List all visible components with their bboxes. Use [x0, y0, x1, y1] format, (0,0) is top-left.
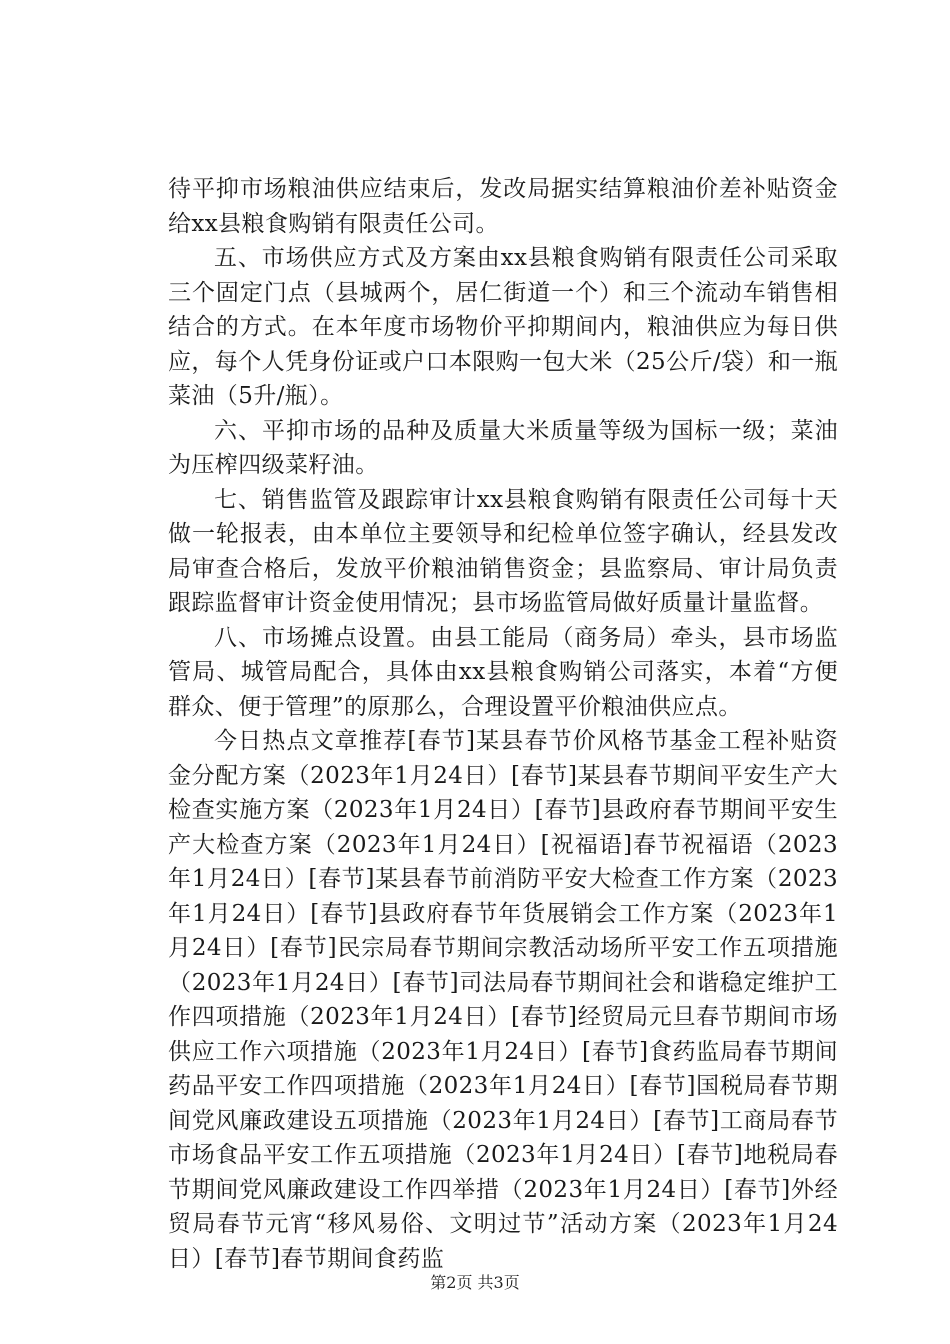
paragraph-section-8: 八、市场摊点设置。由县工能局（商务局）牵头，县市场监管局、城管局配合，具体由xx县粮食购销公司落实，本着“方便群众、便于管理”的原那么，合理设置平价粮油供应点。: [168, 624, 838, 720]
paragraph-section-5: 五、市场供应方式及方案由xx县粮食购销有限责任公司采取三个固定门点（县城两个，居仁街道一个）和三个流动车销售相结合的方式。在本年度市场物价平抑期间内，粮油供应为每日供应，每个人凭身份证或户口本限购一包大米（25公斤/袋）和一瓶菜油（5升/瓶）。: [168, 245, 839, 409]
paragraph-hot-articles: 今日热点文章推荐[春节]某县春节价风格节基金工程补贴资金分配方案（2023年1月24日）[春节]某县春节期间平安生产大检查实施方案（2023年1月24日）[春节]县政府春节期间平安生产大检查方案（2023年1月24日）[祝福语]春节祝福语（2023年1月24日）[春节]某县春节前消防平安大检查工作方案（2023年1月24日）[春节]县政府春节年货展销会工作方案（2023年1月24日）[春节]民宗局春节期间宗教活动场所平安工作五项措施（2023年1月24日）[春节]司法局春节期间社会和谐稳定维护工作四项措施（2023年1月24日）[春节]经贸局元旦春节期间市场供应工作六项措施（2023年1月24日）[春节]食药监局春节期间药品平安工作四项措施（2023年1月24日）[春节]国税局春节期间党风廉政建设五项措施（2023年1月24日）[春节]工商局春节市场食品平安工作五项措施（2023年1月24日）[春节]地税局春节期间党风廉政建设工作四举措（2023年1月24日）[春节]外经贸局春节元宵“移风易俗、文明过节”活动方案（2023年1月24日）[春节]春节期间食药监: [168, 728, 838, 1272]
page-footer: 第2页 共3页: [430, 1273, 520, 1292]
paragraph-section-7: 七、销售监管及跟踪审计xx县粮食购销有限责任公司每十天做一轮报表，由本单位主要领导和纪检单位签字确认，经县发改局审查合格后，发放平价粮油销售资金；县监察局、审计局负责跟踪监督审计资金使用情况；县市场监管局做好质量计量监督。: [168, 486, 838, 616]
paragraph-continuation: 待平抑市场粮油供应结束后，发改局据实结算粮油价差补贴资金给xx县粮食购销有限责任公司。: [168, 176, 838, 237]
paragraph-section-6: 六、平抑市场的品种及质量大米质量等级为国标一级；菜油为压榨四级菜籽油。: [168, 417, 838, 478]
document-body: [168, 172, 838, 1276]
